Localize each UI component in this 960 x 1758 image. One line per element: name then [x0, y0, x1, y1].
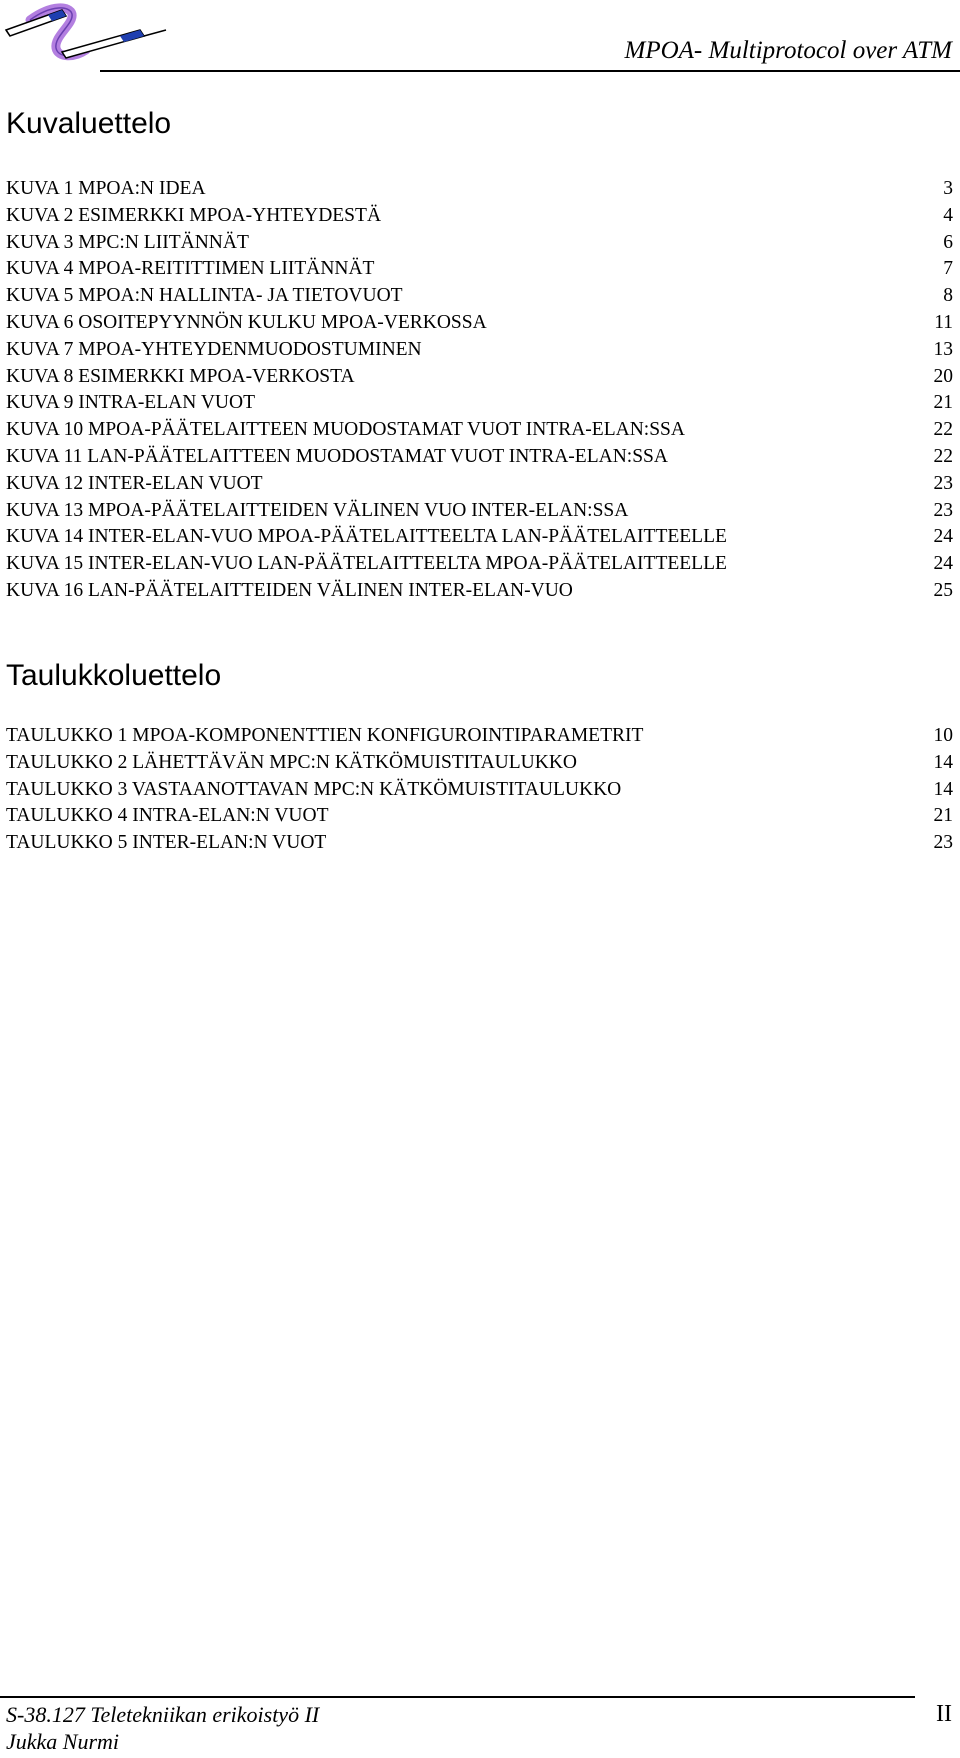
- header-divider: [100, 70, 960, 72]
- toc-entry-page: 14: [933, 751, 953, 773]
- toc-entry-title: TAULUKKO 2 LÄHETTÄVÄN MPC:N KÄTKÖMUISTITAULUKKO: [6, 751, 577, 773]
- toc-entry[interactable]: [6, 444, 953, 471]
- toc-entry-page: 7: [943, 258, 953, 280]
- footer-course: S-38.127 Teletekniikan erikoistyö II: [6, 1702, 320, 1727]
- figures-heading: Kuvaluettelo: [6, 107, 172, 140]
- toc-entry-title: KUVA 11 LAN-PÄÄTELAITTEEN MUODOSTAMAT VUOT INTRA-ELAN:SSA: [6, 445, 668, 467]
- toc-entry[interactable]: [6, 471, 953, 498]
- toc-entry-title: KUVA 16 LAN-PÄÄTELAITTEIDEN VÄLINEN INTER-ELAN-VUO: [6, 579, 573, 601]
- toc-entry-page: 22: [933, 419, 953, 441]
- toc-entry-page: 3: [943, 178, 953, 199]
- toc-entry[interactable]: [6, 830, 953, 857]
- toc-entry-page: 25: [933, 579, 953, 601]
- toc-entry[interactable]: [6, 750, 953, 777]
- toc-entry-title: TAULUKKO 4 INTRA-ELAN:N VUOT: [6, 805, 329, 827]
- toc-entry[interactable]: [6, 551, 953, 578]
- toc-entry[interactable]: [6, 364, 953, 391]
- toc-entry-title: KUVA 8 ESIMERKKI MPOA-VERKOSTA: [6, 365, 355, 387]
- toc-entry-page: 22: [933, 445, 953, 467]
- footer-author: Jukka Nurmi: [6, 1729, 120, 1754]
- toc-entry[interactable]: [6, 723, 953, 750]
- toc-entry-title: KUVA 7 MPOA-YHTEYDENMUODOSTUMINEN: [6, 338, 422, 360]
- toc-entry-page: 6: [943, 231, 953, 253]
- toc-entry-page: 23: [933, 472, 953, 494]
- toc-entry-title: KUVA 5 MPOA:N HALLINTA- JA TIETOVUOT: [6, 285, 403, 307]
- toc-entry-title: KUVA 15 INTER-ELAN-VUO LAN-PÄÄTELAITTEELTA MPOA-PÄÄTELAITTEELLE: [6, 553, 727, 575]
- toc-entry-page: 10: [933, 725, 953, 746]
- toc-entry-title: KUVA 10 MPOA-PÄÄTELAITTEEN MUODOSTAMAT VUOT INTRA-ELAN:SSA: [6, 419, 685, 441]
- toc-entry-title: TAULUKKO 3 VASTAANOTTAVAN MPC:N KÄTKÖMUISTITAULUKKO: [6, 778, 622, 800]
- toc-entry[interactable]: [6, 230, 953, 257]
- toc-entry-title: KUVA 2 ESIMERKKI MPOA-YHTEYDESTÄ: [6, 204, 382, 226]
- page-header: [0, 0, 960, 74]
- toc-entry[interactable]: [6, 498, 953, 525]
- toc-entry[interactable]: [6, 803, 953, 830]
- toc-entry[interactable]: [6, 310, 953, 337]
- toc-entry[interactable]: [6, 524, 953, 551]
- toc-entry[interactable]: [6, 283, 953, 310]
- pen-wave-logo-icon: [2, 0, 168, 64]
- toc-entry-page: 24: [933, 526, 953, 548]
- toc-entry-page: 20: [933, 365, 953, 387]
- tables-heading: Taulukkoluettelo: [6, 659, 222, 692]
- toc-entry-title: KUVA 12 INTER-ELAN VUOT: [6, 472, 263, 494]
- document-title: MPOA- Multiprotocol over ATM: [624, 37, 952, 64]
- toc-entry-title: KUVA 9 INTRA-ELAN VUOT: [6, 392, 255, 414]
- toc-entry-page: 4: [943, 204, 953, 226]
- toc-entry-title: KUVA 6 OSOITEPYYNNÖN KULKU MPOA-VERKOSSA: [6, 311, 487, 333]
- toc-entry-page: 11: [934, 311, 953, 333]
- toc-entry-page: 13: [933, 338, 953, 360]
- toc-entry-title: KUVA 13 MPOA-PÄÄTELAITTEIDEN VÄLINEN VUO INTER-ELAN:SSA: [6, 499, 629, 521]
- toc-entry-page: 14: [933, 778, 953, 800]
- toc-entry-page: 8: [943, 285, 953, 307]
- toc-entry-title: KUVA 3 MPC:N LIITÄNNÄT: [6, 231, 249, 253]
- toc-entry-title: KUVA 1 MPOA:N IDEA: [6, 178, 206, 199]
- toc-entry-page: 23: [933, 832, 953, 854]
- toc-entry-page: 21: [933, 805, 953, 827]
- toc-entry[interactable]: [6, 417, 953, 444]
- toc-entry[interactable]: [6, 337, 953, 364]
- toc-entry-title: KUVA 4 MPOA-REITITTIMEN LIITÄNNÄT: [6, 258, 375, 280]
- figures-list: [6, 176, 953, 605]
- toc-entry[interactable]: [6, 390, 953, 417]
- tables-list: [6, 723, 953, 857]
- footer-page-number: II: [936, 1701, 952, 1727]
- toc-entry-page: 24: [933, 553, 953, 575]
- toc-entry-title: KUVA 14 INTER-ELAN-VUO MPOA-PÄÄTELAITTEELTA LAN-PÄÄTELAITTEELLE: [6, 526, 727, 548]
- toc-entry[interactable]: [6, 578, 953, 605]
- toc-entry-title: TAULUKKO 5 INTER-ELAN:N VUOT: [6, 832, 327, 854]
- footer-divider: [0, 1696, 915, 1698]
- toc-entry[interactable]: [6, 203, 953, 230]
- toc-entry[interactable]: [6, 256, 953, 283]
- toc-entry-title: TAULUKKO 1 MPOA-KOMPONENTTIEN KONFIGUROINTIPARAMETRIT: [6, 725, 644, 746]
- toc-entry[interactable]: [6, 176, 953, 203]
- toc-entry[interactable]: [6, 777, 953, 804]
- toc-entry-page: 21: [933, 392, 953, 414]
- toc-entry-page: 23: [933, 499, 953, 521]
